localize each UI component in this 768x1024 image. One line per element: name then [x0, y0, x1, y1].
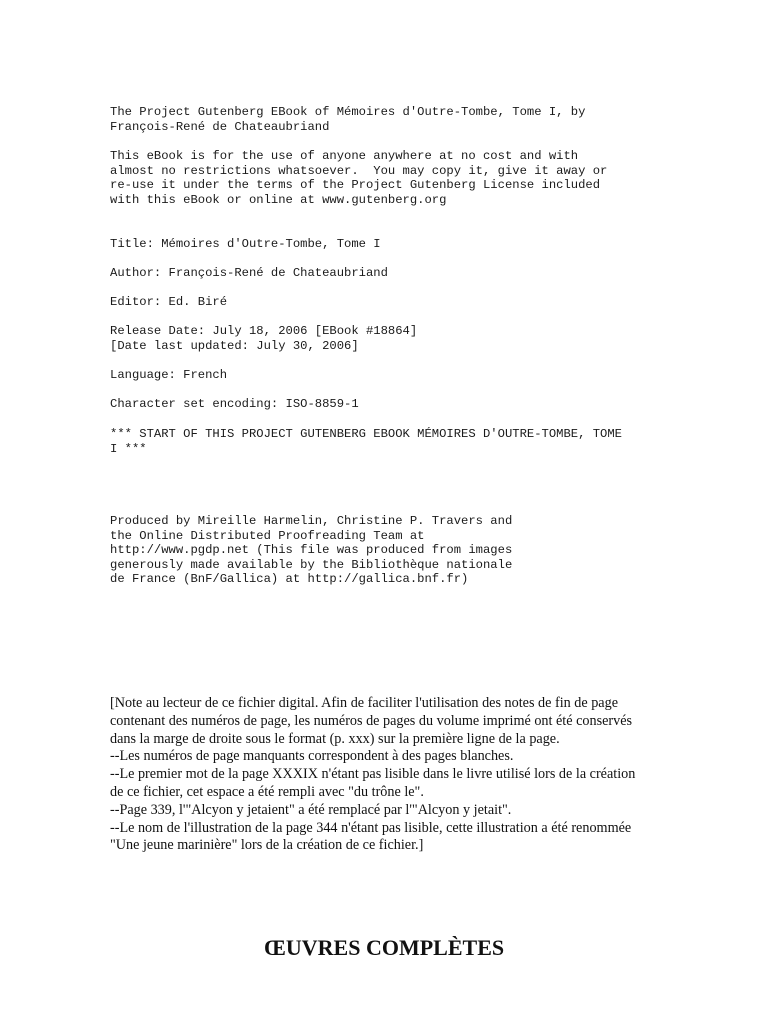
metadata-encoding: Character set encoding: ISO-8859-1 — [110, 397, 359, 411]
credits-line: Produced by Mireille Harmelin, Christine P. Travers and — [110, 514, 513, 528]
ebook-title-line: The Project Gutenberg EBook of Mémoires d'Outre-Tombe, Tome I, by — [110, 105, 586, 119]
metadata-release — [110, 324, 417, 353]
credits-line: de France (BnF/Gallica) at http://gallica.bnf.fr) — [110, 572, 469, 587]
ebook-author-line: François-René de Chateaubriand — [110, 119, 330, 134]
note-item: --Le premier mot de la page XXXIX n'étant pas lisible dans le livre utilisé lors de la création de ce fichier, cet espace a été rempli avec "du trône le". — [110, 766, 636, 800]
start-marker-line: *** START OF THIS PROJECT GUTENBERG EBOOK MÉMOIRES D'OUTRE-TOMBE, TOME — [110, 427, 622, 441]
license-line: This eBook is for the use of anyone anywhere at no cost and with — [110, 149, 579, 163]
production-credits — [110, 514, 512, 587]
metadata-title: Title: Mémoires d'Outre-Tombe, Tome I — [110, 237, 381, 251]
metadata-editor: Editor: Ed. Biré — [110, 295, 228, 309]
credits-line: the Online Distributed Proofreading Team at — [110, 528, 425, 543]
section-heading: ŒUVRES COMPLÈTES — [263, 935, 505, 960]
transcriber-note — [110, 695, 650, 855]
note-item: --Les numéros de page manquants correspondent à des pages blanches. — [110, 748, 514, 765]
release-date: Release Date: July 18, 2006 [EBook #18864] — [110, 324, 418, 338]
credits-line: http://www.pgdp.net (This file was produced from images — [110, 543, 513, 558]
start-marker — [110, 427, 622, 456]
note-item: --Le nom de l'illustration de la page 344 n'étant pas lisible, cette illustration a été renommée "Une jeune marinière" lors de la création de ce fichier.] — [110, 819, 632, 854]
license-notice — [110, 149, 607, 207]
start-marker-line: I *** — [110, 441, 147, 456]
metadata-language: Language: French — [110, 368, 228, 382]
note-item: --Page 339, l'"Alcyon y jetaient" a été remplacé par l'"Alcyon y jetait". — [110, 801, 512, 818]
last-updated: [Date last updated: July 30, 2006] — [110, 338, 359, 353]
ebook-header — [110, 105, 585, 134]
license-line: re-use it under the terms of the Project Gutenberg License included — [110, 178, 601, 193]
license-line: with this eBook or online at www.gutenberg.org — [110, 192, 447, 207]
license-line: almost no restrictions whatsoever. You may copy it, give it away or — [110, 163, 608, 178]
note-paragraph: [Note au lecteur de ce fichier digital. Afin de faciliter l'utilisation des notes de fin de page contenant des numéros de page, les numéros de pages du volume imprimé ont été conservés dans la marge de droite sous le format (p. xxx) sur la première ligne de la page. — [110, 695, 633, 747]
credits-line: generously made available by the Bibliothèque nationale — [110, 557, 513, 572]
metadata-author: Author: François-René de Chateaubriand — [110, 266, 388, 280]
